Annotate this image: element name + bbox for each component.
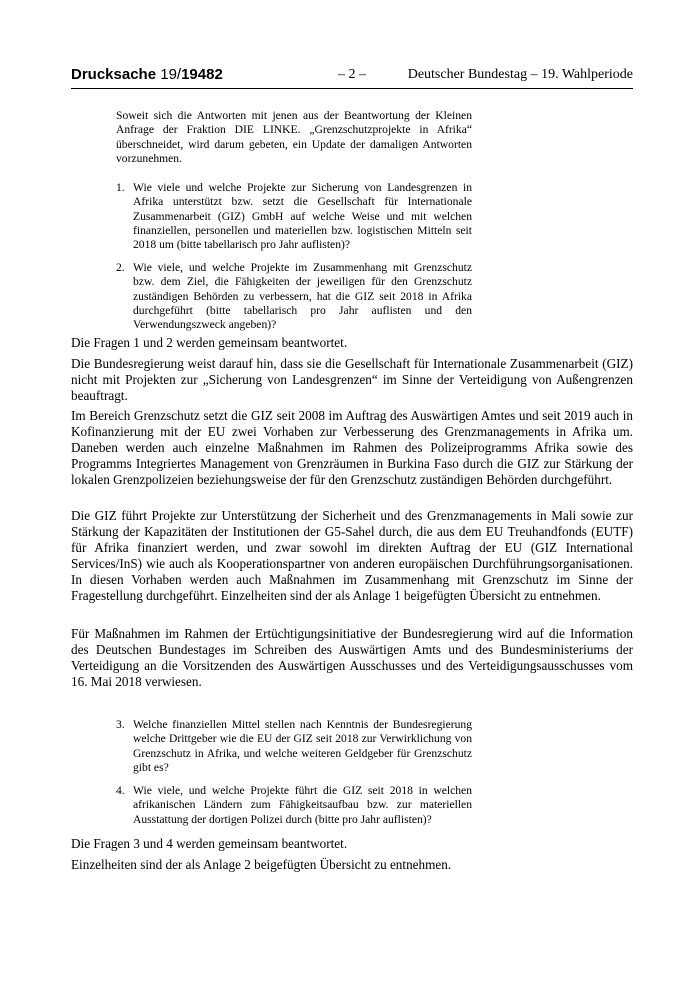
question-1 [116, 181, 472, 252]
answer-joint-3-4: Die Fragen 3 und 4 werden gemeinsam beantwortet. [71, 836, 348, 851]
question-text: Wie viele und welche Projekte zur Sicherung von Landesgrenzen in Afrika unterstützt bzw. setzt die Gesellschaft für Internationale Zusammenarbeit (GIZ) GmbH auf welche Weise und mit welchen finanziellen, personellen und materiellen bzw. logistischen Mitteln seit 2018 um (bitte tabellarisch pro Jahr auflisten)? [133, 181, 472, 252]
answer-paragraph-4: Für Maßnahmen im Rahmen der Ertüchtigungsinitiative der Bundesregierung wird auf die Information des Deutschen Bundestages im Schreiben des Auswärtigen Amts und des Bundesministeriums der Verteidigung an die Vorsitzenden des Auswärtigen Ausschusses und des Verteidigungsausschusses vom 16. Mai 2018 verwiesen. [71, 626, 633, 690]
header-title: Deutscher Bundestag – 19. Wahlperiode [407, 67, 633, 82]
question-number: 2. [116, 261, 125, 274]
question-2 [116, 261, 472, 332]
answer-paragraph-2: Im Bereich Grenzschutz setzt die GIZ seit 2008 im Auftrag des Auswärtigen Amtes und seit 2019 auch in Kofinanzierung mit der EU zwei Vorhaben zur Verbesserung des Grenzmanagements in Afrika um. Daneben werden auch einzelne Maßnahmen im Rahmen des Polizeiprogramms Afrika sowie des Programms Integriertes Management von Grenzräumen in Burkina Faso durch die GIZ zur Stärkung der lokalen Grenzpolizeien beziehungsweise der für den Grenzschutz zuständigen Behörden durchgeführt. [71, 408, 633, 488]
answer-paragraph-3: Die GIZ führt Projekte zur Unterstützung der Sicherheit und des Grenzmanagements in Mali sowie zur Stärkung der Kapazitäten der Institutionen der G5-Sahel durch, die aus dem EU Treuhandfonds (EUTF) für Afrika finanziert werden, und zwar sowohl im direkten Auftrag der EU (GIZ International Services/InS) wie auch als Kooperationspartner von anderen europäischen Durchführungsorganisationen. In diesen Vorhaben werden auch Maßnahmen im Zusammenhang mit Grenzschutz im Sinne der Fragestellung durchgeführt. Einzelheiten sind der als Anlage 1 beigefügten Übersicht zu entnehmen. [71, 508, 633, 604]
page-number: – 2 – [338, 67, 366, 82]
document-number [71, 66, 223, 83]
question-text: Wie viele, und welche Projekte führt die GIZ seit 2018 in welchen afrikanischen Ländern zum Fähigkeitsaufbau bzw. zur materiellen Ausstattung der dortigen Polizei durch (bitte pro Jahr auflisten)? [133, 784, 472, 826]
intro-paragraph: Soweit sich die Antworten mit jenen aus der Beantwortung der Kleinen Anfrage der Fraktion DIE LINKE. „Grenzschutzprojekte in Afrika“ überschneidet, wird darum gebeten, ein Update der damaligen Antworten vorzunehmen. [116, 109, 472, 165]
question-4 [116, 784, 472, 827]
answer-paragraph-5: Einzelheiten sind der als Anlage 2 beigefügten Übersicht zu entnehmen. [71, 857, 452, 872]
answer-paragraph-1: Die Bundesregierung weist darauf hin, dass sie die Gesellschaft für Internationale Zusammenarbeit (GIZ) nicht mit Projekten zur „Sicherung von Landesgrenzen“ im Sinne der Verteidigung von Außengrenzen beauftragt. [71, 356, 633, 404]
doc-number: 19482 [181, 66, 223, 83]
page-header [71, 66, 633, 86]
answer-joint-1-2: Die Fragen 1 und 2 werden gemeinsam beantwortet. [71, 335, 348, 350]
question-number: 1. [116, 181, 125, 194]
question-3 [116, 718, 472, 775]
question-number: 4. [116, 784, 125, 797]
question-text: Wie viele, und welche Projekte im Zusammenhang mit Grenzschutz bzw. dem Ziel, die Fähigkeiten der jeweiligen für den Grenzschutz zuständigen Behörden zu verbessern, hat die GIZ seit 2018 in Afrika durchgeführt (bitte tabellarisch pro Jahr auflisten und den Verwendungszweck angeben)? [133, 261, 472, 332]
question-number: 3. [116, 718, 125, 731]
doc-label: Drucksache [71, 66, 157, 83]
doc-number-prefix: 19/ [160, 66, 182, 83]
question-text: Welche finanziellen Mittel stellen nach Kenntnis der Bundesregierung welche Drittgeber wie die EU der GIZ seit 2018 zur Verwirklichung von Grenzschutz in Afrika, und welche weiteren Geldgeber für Grenzschutz gibt es? [133, 718, 472, 774]
header-rule [71, 88, 633, 89]
